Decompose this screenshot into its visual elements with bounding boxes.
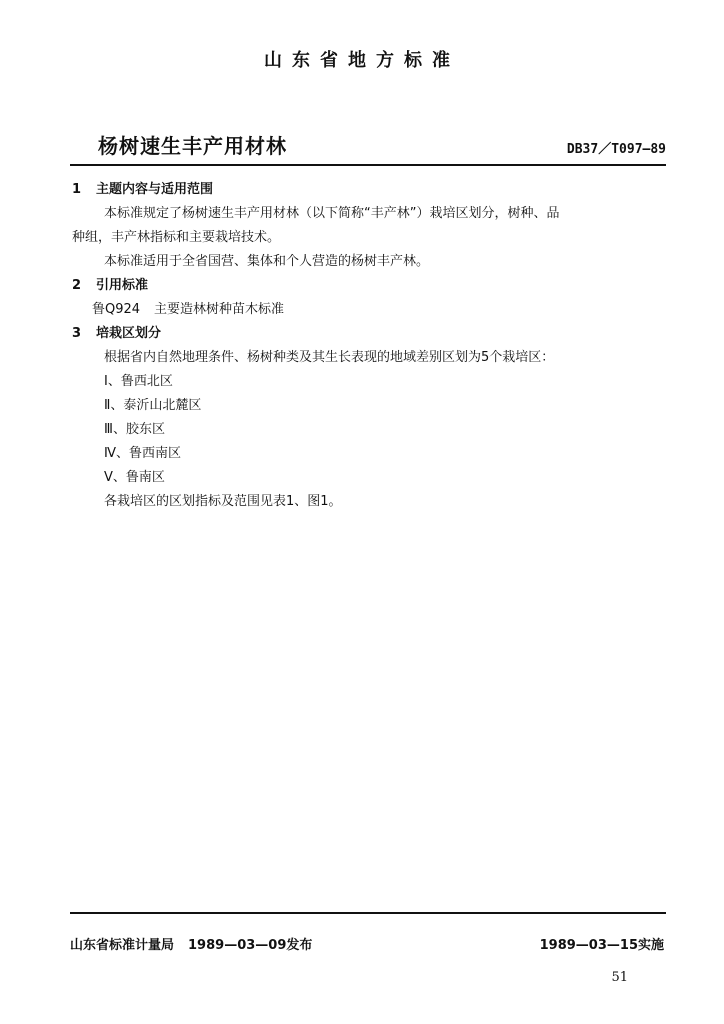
paragraph: 根据省内自然地理条件、杨树种类及其生长表现的地域差别区划为5个栽培区： <box>104 350 555 365</box>
zone-item: Ⅱ、泰沂山北麓区 <box>104 398 202 413</box>
footer-issue-info <box>70 934 312 953</box>
section-heading <box>72 322 672 346</box>
zone-item: Ⅳ、鲁西南区 <box>104 446 181 461</box>
document-code: DB37／T097—89 <box>566 142 666 157</box>
reference-code: 鲁Q924 <box>92 302 141 317</box>
zone-item: Ⅴ、鲁南区 <box>104 470 165 485</box>
effective-date: 1989—03—15实施 <box>539 938 664 953</box>
reference-line <box>72 298 672 322</box>
zone-item: Ⅲ、胶东区 <box>104 422 165 437</box>
paragraph: 各栽培区的区划指标及范围见表1、图1。 <box>104 494 342 509</box>
standard-category-header: 山东省地方标准 <box>264 50 460 71</box>
issuer-name: 山东省标准计量局 <box>70 938 175 953</box>
paragraph: 本标准规定了杨树速生丰产用材林（以下简称“丰产林”）栽培区划分，树种、品 <box>104 206 560 221</box>
section-heading <box>72 274 672 298</box>
document-title: 杨树速生丰产用材林 <box>98 134 287 158</box>
page-number: 51 <box>611 970 628 985</box>
issue-date: 1989—03—09发布 <box>188 938 313 953</box>
section-number: 2 <box>72 278 82 293</box>
footer-divider <box>70 912 666 914</box>
section-title: 培栽区划分 <box>96 326 162 341</box>
title-row <box>70 130 666 160</box>
paragraph: 本标准适用于全省国营、集体和个人营造的杨树丰产林。 <box>104 254 430 269</box>
section-title: 主题内容与适用范围 <box>96 182 214 197</box>
section-heading <box>72 178 672 202</box>
reference-title: 主要造林树种苗木标准 <box>154 302 285 317</box>
paragraph: 种组，丰产林指标和主要栽培技术。 <box>72 230 281 245</box>
zone-item: Ⅰ、鲁西北区 <box>104 374 173 389</box>
section-number: 3 <box>72 326 82 341</box>
title-divider <box>70 164 666 166</box>
section-number: 1 <box>72 182 82 197</box>
document-body <box>72 178 672 514</box>
section-title: 引用标准 <box>96 278 149 293</box>
